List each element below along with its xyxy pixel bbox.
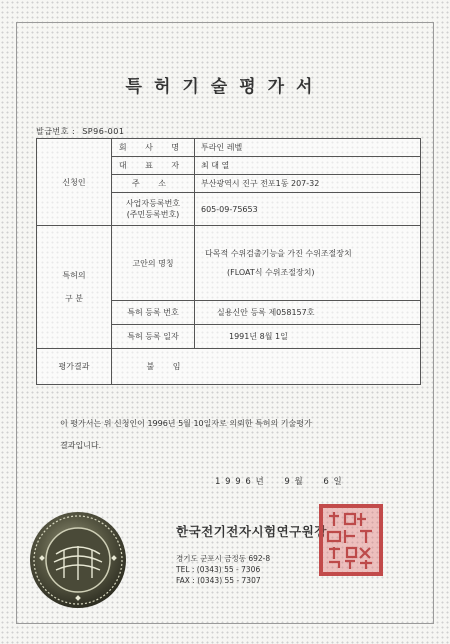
official-red-stamp (319, 504, 383, 576)
registration-number-label: 특허 등록 번호 (112, 301, 195, 325)
stamp-glyphs (323, 508, 379, 572)
registration-date-label: 특허 등록 일자 (112, 325, 195, 349)
address-value: 부산광역시 진구 전포1동 207-32 (195, 175, 421, 193)
registration-date-value: 1991년 8월 1일 (195, 325, 421, 349)
issue-month: 9 월 (284, 477, 303, 487)
result-label: 평가결과 (37, 349, 112, 385)
issuer-tel: TEL : (0343) 55 - 7306 (176, 565, 261, 574)
business-reg-label (112, 193, 195, 226)
issue-year: 1 9 9 6 년 (215, 477, 264, 487)
device-name-line2: (FLOAT식 수위조절장치) (227, 268, 315, 277)
issue-number-label: 발급번호 : (36, 127, 76, 136)
evaluation-table (36, 138, 421, 385)
registration-number-value: 실용신안 등록 제058157호 (195, 301, 421, 325)
issue-number-line (36, 126, 128, 137)
patent-section-line1: 특허의 (62, 271, 86, 280)
business-reg-label-line1: 사업자등록번호 (125, 199, 181, 208)
address-label: 주 소 (112, 175, 195, 193)
issuer-name: 한국전기전자시험연구원장 (176, 524, 327, 539)
company-label: 회 사 명 (112, 139, 195, 157)
document-title: 특허기술평가서 (125, 77, 325, 97)
applicant-section-label: 신청인 (37, 139, 112, 226)
result-empty (195, 349, 421, 385)
issuer-fax: FAX : (0343) 55 - 7307 (176, 576, 261, 585)
patent-section-line2: 구 분 (65, 294, 83, 303)
result-value: 불 임 (112, 349, 195, 385)
representative-label: 대 표 자 (112, 157, 195, 175)
issue-date (215, 475, 358, 487)
business-reg-label-line2: (주민등록번호) (126, 210, 180, 219)
issuer-address: 경기도 군포시 금정동 692-8 (176, 554, 271, 563)
patent-section-label (37, 226, 112, 349)
issue-number-value: SP96-001 (82, 127, 125, 136)
statement-line2: 결과입니다. (60, 441, 102, 450)
statement (60, 413, 400, 457)
issuer-contact (176, 553, 270, 586)
statement-line1: 이 평가서는 위 신청인이 1996년 5월 10일자로 의뢰한 특허의 기술평가 (60, 419, 312, 428)
embossed-seal (28, 510, 128, 610)
business-reg-value: 605-09-75653 (195, 193, 421, 226)
issue-day: 6 일 (323, 477, 342, 487)
company-value: 투라인 레벨 (195, 139, 421, 157)
device-name-label: 고안의 명칭 (112, 226, 195, 301)
representative-value: 최 대 열 (195, 157, 421, 175)
device-name-line1: 다목적 수위검출기능을 가진 수위조절장치 (205, 249, 352, 258)
device-name-value (195, 226, 421, 301)
